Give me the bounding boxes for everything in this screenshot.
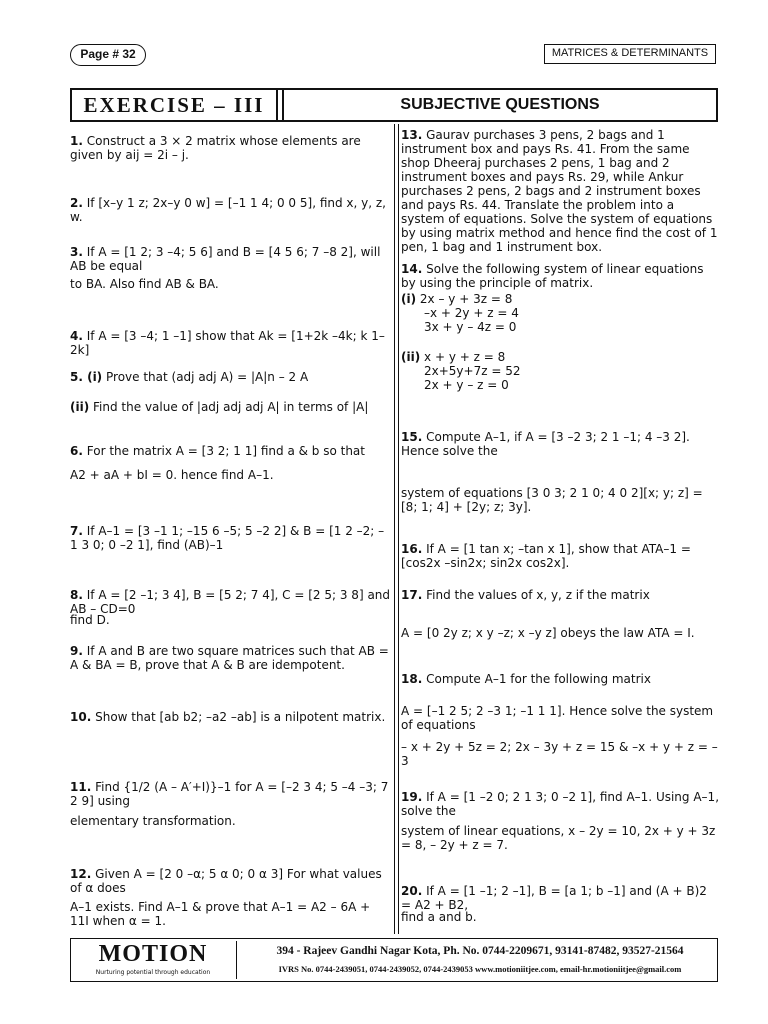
- question-15-continuation: system of equations [3 0 3; 2 1 0; 4 0 2][x; y; z] = [8; 1; 4] + [2y; z; 3y].: [401, 486, 703, 514]
- question-3: [70, 245, 390, 273]
- contact-ivrs: IVRS No. 0744-2439051, 0744-2439052, 0744-2439053 www.motioniitjee.com, email-hr.motioniitjee@gmail.com: [278, 964, 682, 974]
- question-text: Solve the following system of linear equations by using the principle of matrix.: [401, 262, 704, 290]
- column-divider: [394, 124, 399, 934]
- question-9: [70, 644, 390, 672]
- question-5-i: [70, 370, 390, 384]
- question-number: 6.: [70, 444, 83, 458]
- question-number: 8.: [70, 588, 83, 602]
- question-12: [70, 867, 390, 895]
- logo-box: [73, 941, 237, 979]
- question-text: Construct a 3 × 2 matrix whose elements are given by aij = 2i – j.: [70, 134, 361, 162]
- question-text: If A = [1 –1; 2 –1], B = [a 1; b –1] and (A + B)2 = A2 + B2,: [401, 884, 707, 912]
- question-number: 4.: [70, 329, 83, 343]
- question-13: [401, 128, 719, 254]
- question-text: If A = [1 2; 3 –4; 5 6] and B = [4 5 6; 7 –8 2], will AB be equal: [70, 245, 381, 273]
- equation-line: x + y + z = 8: [424, 350, 506, 364]
- question-2: [70, 196, 390, 224]
- question-text: If A = [3 –4; 1 –1] show that Ak = [1+2k –4k; k 1–2k]: [70, 329, 385, 357]
- exercise-banner: [70, 88, 718, 122]
- question-19-continuation: system of linear equations, x – 2y = 10, 2x + y + 3z = 8, – 2y + z = 7.: [401, 824, 716, 852]
- question-text: Show that [ab b2; –a2 –ab] is a nilpotent matrix.: [95, 710, 386, 724]
- page-header: [0, 44, 768, 66]
- question-number: 11.: [70, 780, 92, 794]
- question-19: [401, 790, 719, 818]
- part-label: (ii): [401, 350, 421, 364]
- question-20: [401, 884, 719, 912]
- question-number: 2.: [70, 196, 83, 210]
- question-16: [401, 542, 719, 570]
- question-20-continuation: find a and b.: [401, 910, 477, 924]
- equation-line: 2x+5y+7z = 52: [424, 364, 521, 378]
- equation-line: 3x + y – 4z = 0: [424, 320, 517, 334]
- question-11: [70, 780, 390, 808]
- question-14-part-ii: [401, 350, 719, 364]
- question-number: 20.: [401, 884, 423, 898]
- question-number: 1.: [70, 134, 83, 148]
- question-text: If A = [1 tan x; –tan x 1], show that ATA–1 = [cos2x –sin2x; sin2x cos2x].: [401, 542, 691, 570]
- question-text: For the matrix A = [3 2; 1 1] find a & b so that: [86, 444, 365, 458]
- question-text: If A–1 = [3 –1 1; –15 6 –5; 5 –2 2] & B = [1 2 –2; –1 3 0; 0 –2 1], find (AB)–1: [70, 524, 385, 552]
- question-12-continuation: A–1 exists. Find A–1 & prove that A–1 = A2 – 6A + 11I when α = 1.: [70, 900, 371, 928]
- equation-line: –x + 2y + z = 4: [424, 306, 519, 320]
- question-number: 17.: [401, 588, 423, 602]
- question-text: Find the value of |adj adj adj A| in terms of |A|: [93, 400, 369, 414]
- question-text: Compute A–1 for the following matrix: [426, 672, 651, 686]
- question-text: Prove that (adj adj A) = |A|n – 2 A: [106, 370, 309, 384]
- question-1: [70, 134, 390, 162]
- question-18-equations: – x + 2y + 5z = 2; 2x – 3y + z = 15 & –x + y + z = –3: [401, 740, 718, 768]
- chapter-title: MATRICES & DETERMINANTS: [544, 44, 716, 64]
- banner-divider: [276, 90, 284, 120]
- question-number: 5. (i): [70, 370, 103, 384]
- question-17: [401, 588, 719, 602]
- page-footer: [70, 938, 718, 982]
- question-text: Compute A–1, if A = [3 –2 3; 2 1 –1; 4 –3 2]. Hence solve the: [401, 430, 690, 458]
- motion-logo: MOTION: [98, 941, 208, 967]
- question-14: [401, 262, 719, 290]
- question-number: 7.: [70, 524, 83, 538]
- question-8: [70, 588, 390, 616]
- exercise-title: EXERCISE – III: [83, 93, 265, 117]
- question-text: Gaurav purchases 3 pens, 2 bags and 1 instrument box and pays Rs. 41. From the same shop Dheeraj purchases 2 pens, 1 bag and 2 instrument boxes and pays Rs. 29, while Ankur purchases 2 pens, 2 bags and 2 instrument boxes and pays Rs. 44. Translate the problem into a system of equations. Solve the system of equations by using matrix method and hence find the cost of 1 pen, 1 bag and 1 instrument box.: [401, 128, 718, 254]
- contact-address: 394 - Rajeev Gandhi Nagar Kota, Ph. No. 0744-2209671, 93141-87482, 93527-21564: [276, 945, 684, 957]
- question-number: 10.: [70, 710, 92, 724]
- logo-tagline: Nurturing potential through education: [95, 969, 211, 976]
- question-11-continuation: elementary transformation.: [70, 814, 236, 828]
- question-4: [70, 329, 390, 357]
- question-6-continuation: A2 + aA + bI = 0. hence find A–1.: [70, 468, 274, 482]
- question-10: [70, 710, 390, 724]
- question-8-continuation: find D.: [70, 613, 110, 627]
- equation-line: 2x – y + 3z = 8: [419, 292, 513, 306]
- question-text: If A = [2 –1; 3 4], B = [5 2; 7 4], C = [2 5; 3 8] and AB – CD=0: [70, 588, 391, 616]
- equation-line: 2x + y – z = 0: [424, 378, 509, 392]
- question-number: 19.: [401, 790, 423, 804]
- question-number: 18.: [401, 672, 423, 686]
- question-text: If A = [1 –2 0; 2 1 3; 0 –2 1], find A–1. Using A–1, solve the: [401, 790, 720, 818]
- question-number: 3.: [70, 245, 83, 259]
- question-text: If A and B are two square matrices such that AB = A & BA = B, prove that A & B are idempotent.: [70, 644, 389, 672]
- question-14-part-i: [401, 292, 719, 306]
- question-7: [70, 524, 390, 552]
- question-text: If [x–y 1 z; 2x–y 0 w] = [–1 1 4; 0 0 5], find x, y, z, w.: [70, 196, 386, 224]
- question-number: 9.: [70, 644, 83, 658]
- question-number: 12.: [70, 867, 92, 881]
- question-number: 16.: [401, 542, 423, 556]
- question-3-continuation: to BA. Also find AB & BA.: [70, 277, 219, 291]
- question-17-continuation: A = [0 2y z; x y –z; x –y z] obeys the law ATA = I.: [401, 626, 695, 640]
- question-number: (ii): [70, 400, 90, 414]
- question-number: 15.: [401, 430, 423, 444]
- question-text: Given A = [2 0 –α; 5 α 0; 0 α 3] For what values of α does: [70, 867, 382, 895]
- question-text: Find {1/2 (A – A′+I)}–1 for A = [–2 3 4; 5 –4 –3; 7 2 9] using: [70, 780, 389, 808]
- section-title: SUBJECTIVE QUESTIONS: [400, 96, 600, 113]
- question-5-ii: [70, 400, 390, 414]
- question-15: [401, 430, 719, 458]
- part-label: (i): [401, 292, 417, 306]
- page-number-badge: Page # 32: [70, 44, 146, 66]
- question-18: [401, 672, 719, 686]
- question-18-continuation: A = [–1 2 5; 2 –3 1; –1 1 1]. Hence solve the system of equations: [401, 704, 714, 732]
- question-number: 13.: [401, 128, 423, 142]
- question-number: 14.: [401, 262, 423, 276]
- question-6: [70, 444, 390, 458]
- question-text: Find the values of x, y, z if the matrix: [426, 588, 650, 602]
